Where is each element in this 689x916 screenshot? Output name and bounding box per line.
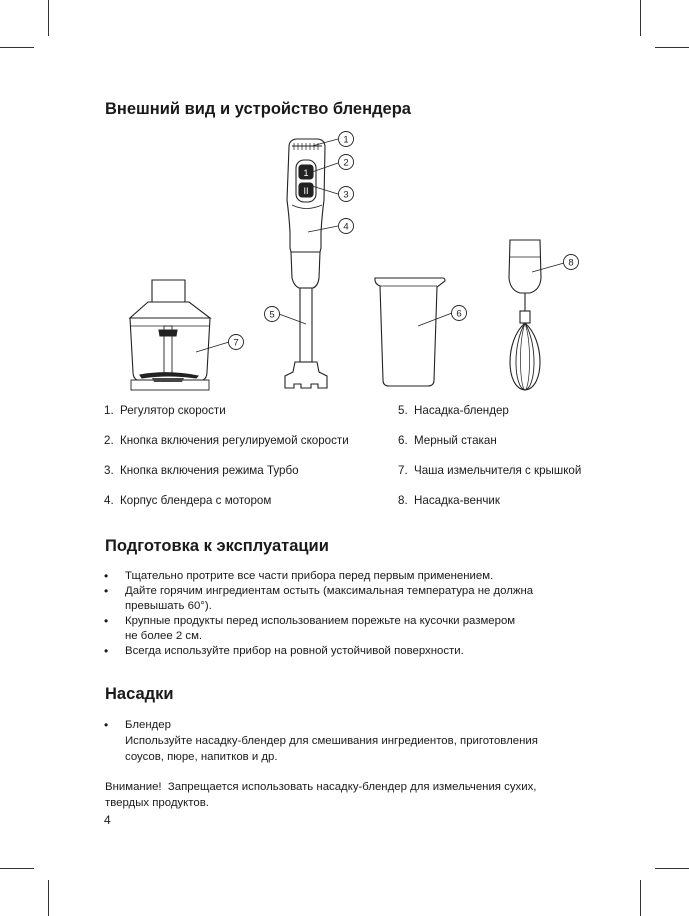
chopper-bowl-illustration <box>130 280 210 390</box>
legend-item-6 <box>398 434 497 447</box>
list-item-line: превышать 60°). <box>125 600 212 612</box>
preparation-list <box>100 569 533 659</box>
warning-label: Внимание! <box>105 781 162 793</box>
section-title-attachments: Насадки <box>105 685 174 703</box>
legend-number: 8. <box>398 494 408 507</box>
legend-number: 7. <box>398 464 408 477</box>
section-title-preparation: Подготовка к эксплуатации <box>105 537 329 555</box>
list-item-line: Тщательно протрите все части прибора перед первым применением. <box>125 570 494 582</box>
callout-8-label: 8 <box>568 257 574 269</box>
callout-5-label: 5 <box>269 309 275 321</box>
warning-text: твердых продуктов. <box>105 797 209 809</box>
callout-1-label: 1 <box>343 134 349 146</box>
legend-number: 6. <box>398 434 408 447</box>
callout-3-label: 3 <box>343 189 349 201</box>
svg-text:II: II <box>303 186 309 196</box>
legend-number: 2. <box>104 434 114 447</box>
callout-7-label: 7 <box>233 337 239 349</box>
legend-item-3 <box>104 464 299 477</box>
legend-number: 4. <box>104 494 114 507</box>
legend-text: Мерный стакан <box>414 434 497 447</box>
section-title-appearance: Внешний вид и устройство блендера <box>105 100 411 118</box>
legend-number: 3. <box>104 464 114 477</box>
list-item <box>100 584 533 614</box>
legend-item-4 <box>104 494 271 507</box>
legend-text: Регулятор скорости <box>120 404 226 417</box>
legend-item-8 <box>398 494 500 507</box>
legend-item-2 <box>104 434 349 447</box>
list-item-line: Всегда используйте прибор на ровной устойчивой поверхности. <box>125 645 464 657</box>
callout-leaders <box>196 139 564 352</box>
whisk-illustration <box>509 240 541 390</box>
warning-paragraph <box>105 779 536 811</box>
list-item <box>100 644 533 659</box>
legend-text: Насадка-венчик <box>414 494 500 507</box>
list-item-line: Крупные продукты перед использованием порежьте на кусочки размером <box>125 615 516 627</box>
legend-item-1 <box>104 404 226 417</box>
legend-text: Кнопка включения регулируемой скорости <box>120 434 349 447</box>
blender-stick-illustration <box>285 288 327 388</box>
legend-item-5 <box>398 404 509 417</box>
legend-item-7 <box>398 464 581 477</box>
motor-body-illustration <box>287 139 325 288</box>
list-item <box>100 569 533 584</box>
list-item <box>100 717 538 765</box>
list-item-line: Используйте насадку-блендер для смешивания ингредиентов, приготовления <box>125 735 538 747</box>
callout-2-label: 2 <box>343 157 349 169</box>
measuring-cup-illustration <box>375 278 445 386</box>
legend-text: Кнопка включения режима Турбо <box>120 464 299 477</box>
legend-text: Чаша измельчителя с крышкой <box>414 464 582 477</box>
svg-text:1: 1 <box>303 168 309 178</box>
page-number: 4 <box>104 813 111 827</box>
callout-6-label: 6 <box>456 308 462 320</box>
legend-text: Корпус блендера с мотором <box>120 494 272 507</box>
list-item <box>100 614 533 644</box>
attachments-list <box>100 717 538 765</box>
list-item-line: Дайте горячим ингредиентам остыть (максимальная температура не должна <box>125 585 534 597</box>
warning-text: Запрещается использовать насадку-блендер для измельчения сухих, <box>167 781 537 793</box>
legend-number: 5. <box>398 404 408 417</box>
legend-text: Насадка-блендер <box>414 404 509 417</box>
legend-number: 1. <box>104 404 114 417</box>
list-item-title: Блендер <box>125 719 171 731</box>
list-item-line: соусов, пюре, напитков и др. <box>125 751 278 763</box>
list-item-line: не более 2 см. <box>125 630 203 642</box>
callout-4-label: 4 <box>343 221 349 233</box>
